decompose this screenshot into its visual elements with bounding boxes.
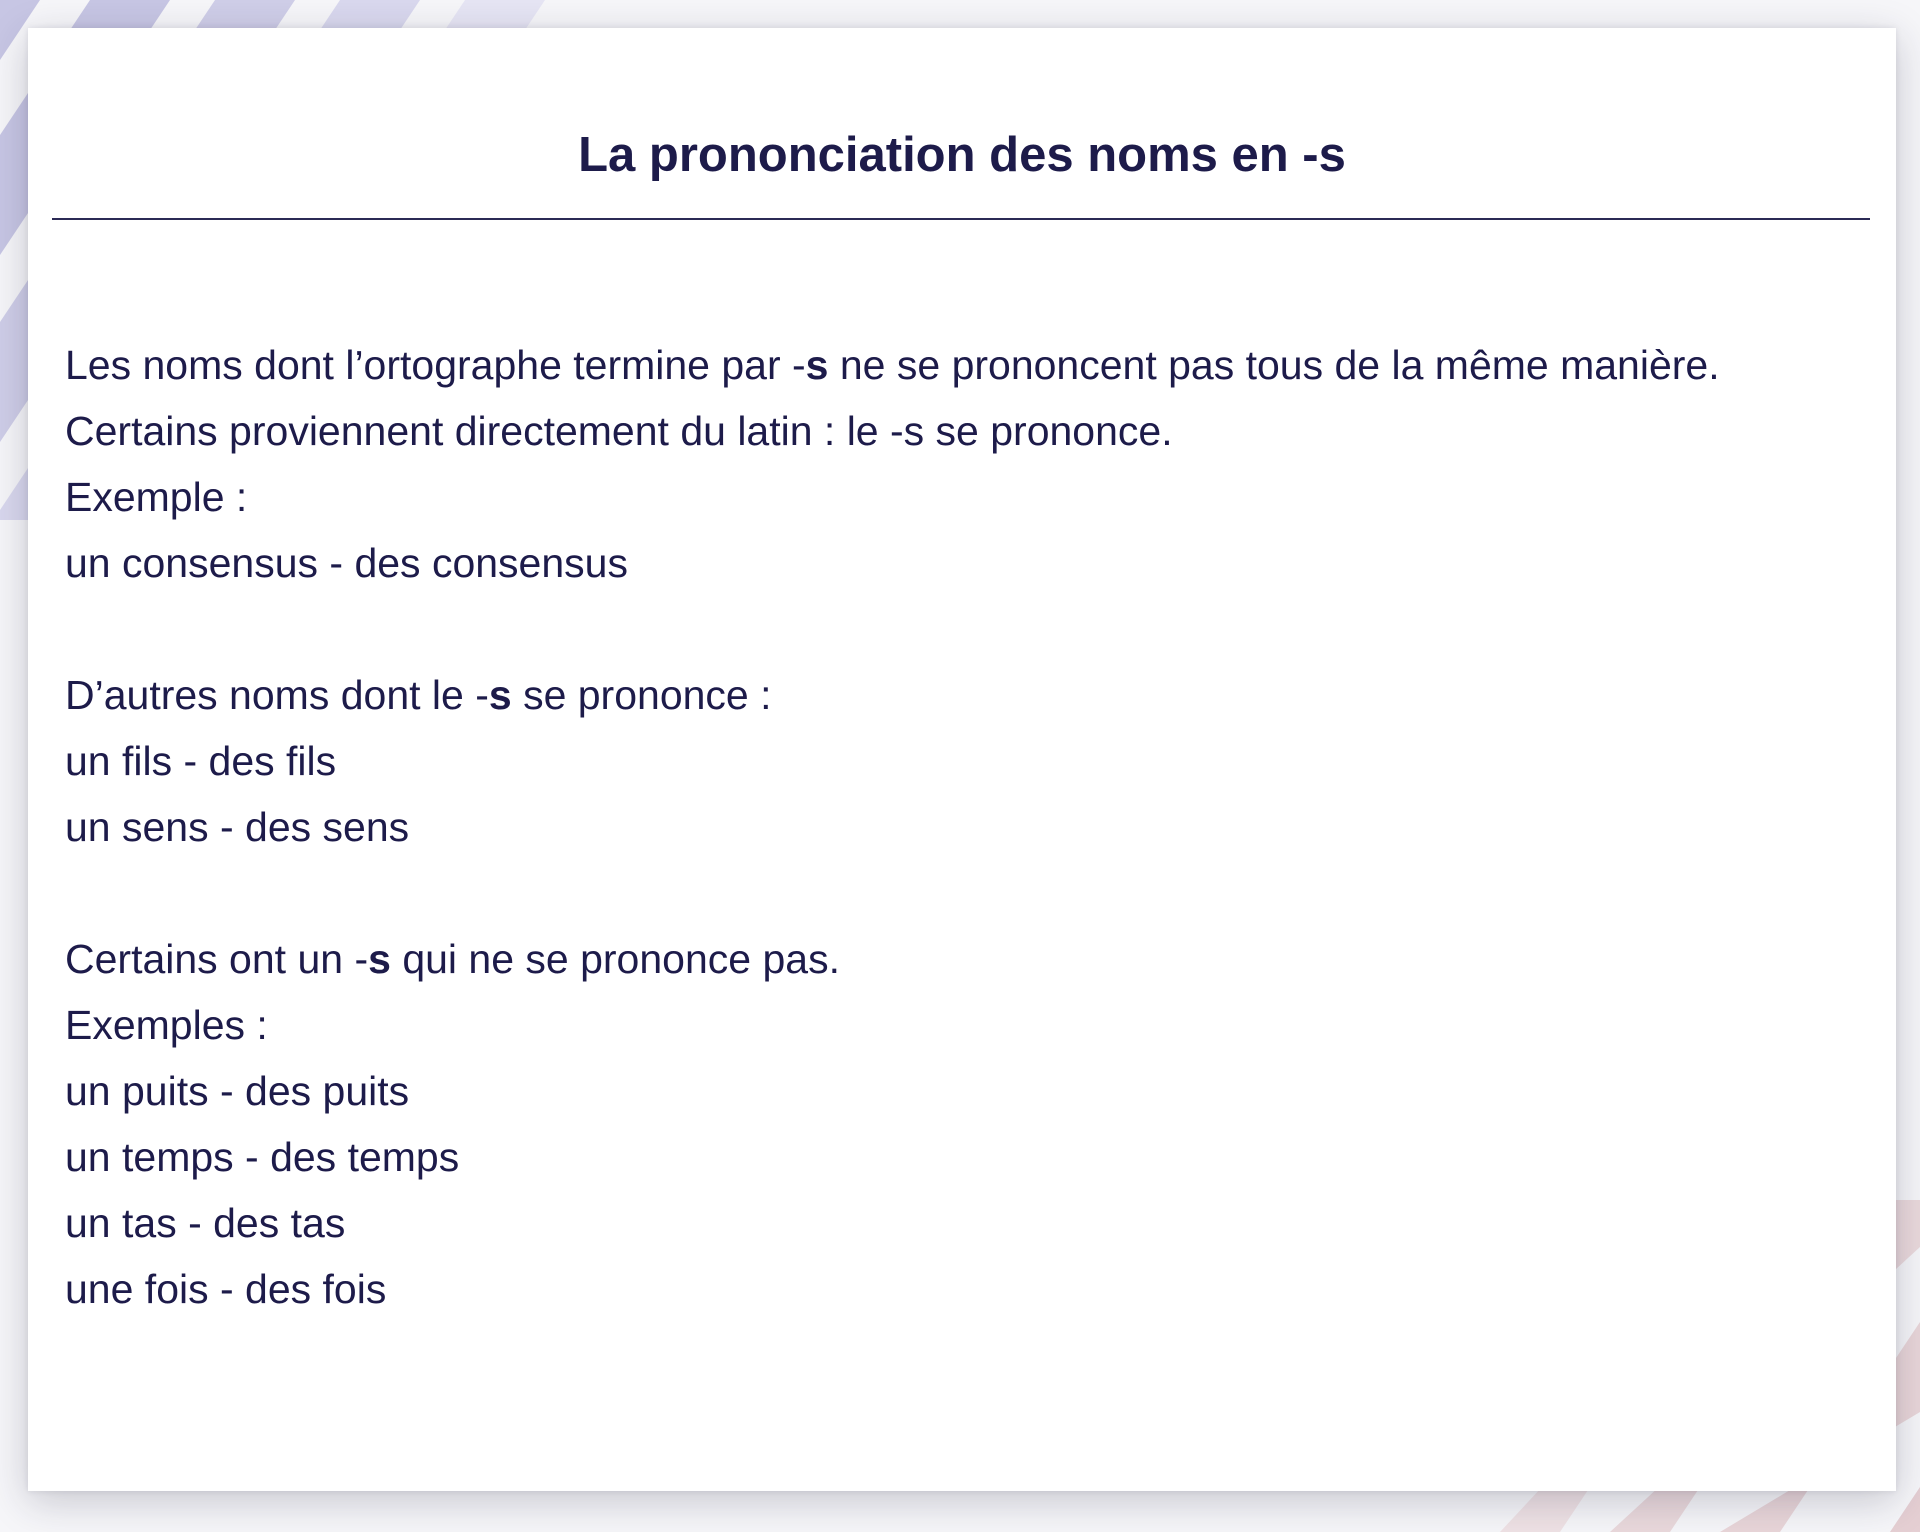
lesson-content	[65, 332, 1855, 1322]
bold-s-letter: s	[488, 672, 512, 718]
section1-intro	[65, 332, 1855, 398]
section3-intro	[65, 926, 1855, 992]
example-line: un tas - des tas	[65, 1200, 346, 1246]
bold-s-letter: s	[805, 342, 829, 388]
example-line: un puits - des puits	[65, 1068, 410, 1114]
section2-intro	[65, 662, 1855, 728]
example-line: une fois - des fois	[65, 1266, 387, 1312]
page-title: La prononciation des noms en -s	[578, 128, 1346, 182]
spacer	[65, 860, 1855, 926]
section2-intro-text: D’autres noms dont le -	[65, 672, 489, 718]
bold-s-letter: s	[368, 936, 391, 982]
example-line: un fils - des fils	[65, 738, 337, 784]
section2-intro-text-end: se prononce :	[511, 672, 772, 718]
lesson-card	[28, 28, 1896, 1491]
example-line: un temps - des temps	[65, 1134, 460, 1180]
example-line: un consensus - des consensus	[65, 540, 628, 586]
section1-example-label: Exemple :	[65, 474, 248, 520]
section3-intro-text: Certains ont un -	[65, 936, 369, 982]
section3-example-label: Exemples :	[65, 1002, 268, 1048]
spacer	[65, 596, 1855, 662]
section1-latin-line: Certains proviennent directement du latin : le -s se prononce.	[65, 408, 1173, 454]
title-divider	[52, 218, 1870, 220]
section3-intro-text-end: qui ne se prononce pas.	[390, 936, 840, 982]
section1-intro-text-end: ne se prononcent pas tous de la même manière.	[828, 342, 1720, 388]
section1-intro-text: Les noms dont l’ortographe termine par -	[65, 342, 806, 388]
example-line: un sens - des sens	[65, 804, 410, 850]
